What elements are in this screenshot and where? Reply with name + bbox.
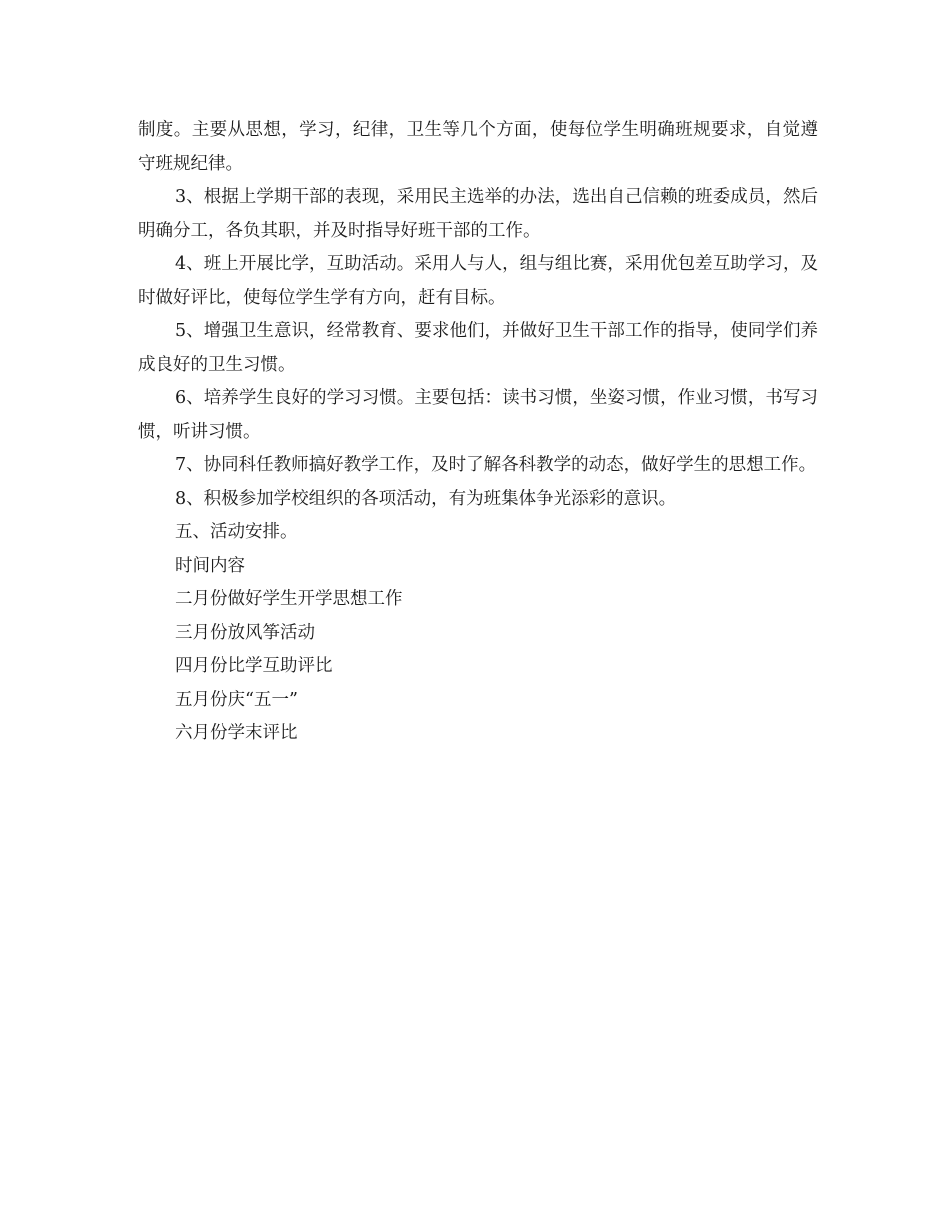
paragraph-item-6: 6、培养学生良好的学习习惯。主要包括：读书习惯，坐姿习惯，作业习惯，书写习惯，听讲习惯。	[138, 388, 818, 442]
schedule-row-april: 四月份比学互助评比	[175, 656, 333, 676]
paragraph-item-7: 7、协同科任教师搞好教学工作，及时了解各科教学的动态，做好学生的思想工作。	[175, 455, 817, 475]
paragraph-continuation: 制度。主要从思想，学习，纪律，卫生等几个方面，使每位学生明确班规要求，自觉遵守班规纪律。	[138, 120, 818, 174]
schedule-row-march: 三月份放风筝活动	[175, 622, 315, 643]
paragraph-item-5: 5、增强卫生意识，经常教育、要求他们，并做好卫生干部工作的指导，使同学们养成良好的卫生习惯。	[138, 321, 818, 375]
document-body	[138, 114, 818, 751]
schedule-row-may: 五月份庆“五一”	[175, 689, 298, 710]
schedule-row-june: 六月份学末评比	[175, 723, 298, 743]
schedule-row-february: 二月份做好学生开学思想工作	[175, 589, 403, 609]
schedule-header: 时间内容	[175, 555, 245, 576]
paragraph-item-3: 3、根据上学期干部的表现，采用民主选举的办法，选出自己信赖的班委成员，然后明确分工，各负其职，并及时指导好班干部的工作。	[138, 187, 818, 241]
paragraph-item-4: 4、班上开展比学，互助活动。采用人与人，组与组比赛，采用优包差互助学习，及时做好评比，使每位学生学有方向，赶有目标。	[138, 254, 818, 308]
section-heading-activities: 五、活动安排。	[175, 522, 298, 542]
paragraph-item-8: 8、积极参加学校组织的各项活动，有为班集体争光添彩的意识。	[175, 488, 677, 509]
